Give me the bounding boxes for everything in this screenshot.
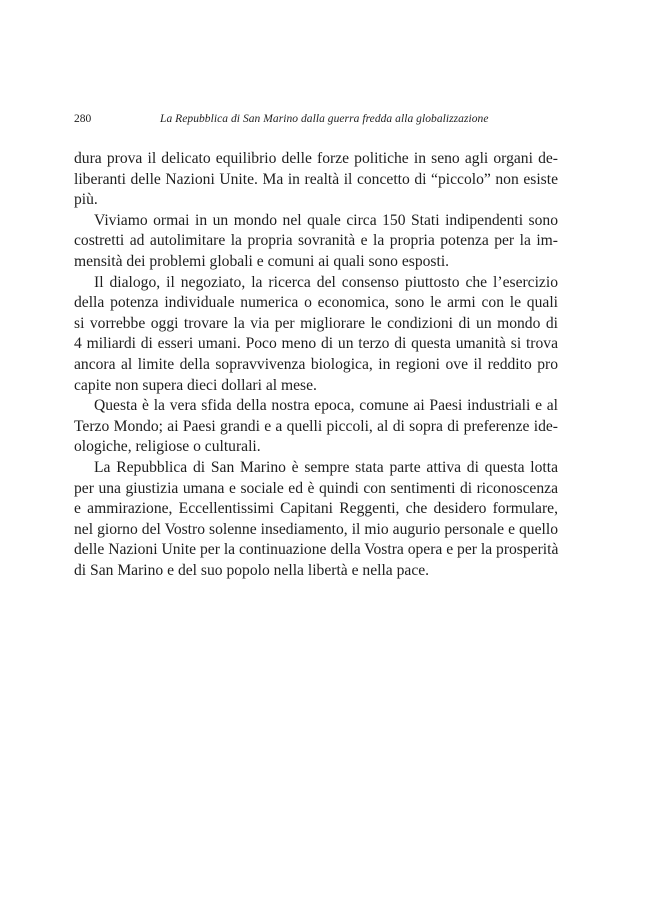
text-line: costretti ad autolimitare la propria sovranità e la propria potenza per la im- bbox=[74, 232, 558, 250]
text-line: Questa è la vera sfida della nostra epoca, comune ai Paesi industriali e al bbox=[94, 397, 558, 415]
text-line: più. bbox=[74, 191, 98, 209]
text-line: dura prova il delicato equilibrio delle forze politiche in seno agli organi de- bbox=[74, 150, 558, 167]
paragraph bbox=[74, 458, 558, 582]
text-line: ologiche, religiose o culturali. bbox=[74, 438, 261, 456]
paragraph bbox=[74, 273, 558, 397]
paragraph bbox=[74, 211, 558, 273]
text-line: della potenza individuale numerica o economica, sono le armi con le quali bbox=[74, 294, 558, 312]
text-line: si vorrebbe oggi trovare la via per migliorare le condizioni di un mondo di bbox=[74, 314, 558, 332]
text-line: Viviamo ormai in un mondo nel quale circa 150 Stati indipendenti sono bbox=[94, 211, 558, 229]
paragraph bbox=[74, 396, 558, 458]
text-line: 4 miliardi di esseri umani. Poco meno di un terzo di questa umanità si trova bbox=[74, 335, 558, 353]
paragraph bbox=[74, 149, 558, 211]
running-head-title: La Repubblica di San Marino dalla guerra fredda alla globalizzazione bbox=[160, 113, 489, 125]
text-line: delle Nazioni Unite per la continuazione della Vostra opera e per la prosperità bbox=[74, 541, 559, 559]
text-line: liberanti delle Nazioni Unite. Ma in realtà il concetto di “piccolo” non esiste bbox=[74, 170, 558, 188]
text-line: Terzo Mondo; ai Paesi grandi e a quelli piccoli, al di sopra di preferenze ide- bbox=[74, 417, 558, 435]
text-line: ancora al limite della sopravvivenza biologica, in regioni ove il reddito pro bbox=[74, 355, 558, 373]
body-text bbox=[74, 149, 558, 581]
text-line: nel giorno del Vostro solenne insediamento, il mio augurio personale e quello bbox=[74, 520, 558, 538]
text-line: per una giustizia umana e sociale ed è quindi con sentimenti di riconoscenza bbox=[74, 479, 558, 497]
page-number: 280 bbox=[74, 113, 92, 125]
text-line: di San Marino e del suo popolo nella libertà e nella pace. bbox=[74, 561, 430, 579]
text-line: La Repubblica di San Marino è sempre stata parte attiva di questa lotta bbox=[94, 458, 558, 476]
text-line: Il dialogo, il negoziato, la ricerca del consenso piuttosto che l’esercizio bbox=[94, 273, 558, 291]
text-line: e ammirazione, Eccellentissimi Capitani Reggenti, che desidero formulare, bbox=[74, 500, 558, 518]
text-line: mensità dei problemi globali e comuni ai quali sono esposti. bbox=[74, 252, 450, 270]
text-line: capite non supera dieci dollari al mese. bbox=[74, 376, 317, 394]
running-head bbox=[74, 110, 558, 128]
